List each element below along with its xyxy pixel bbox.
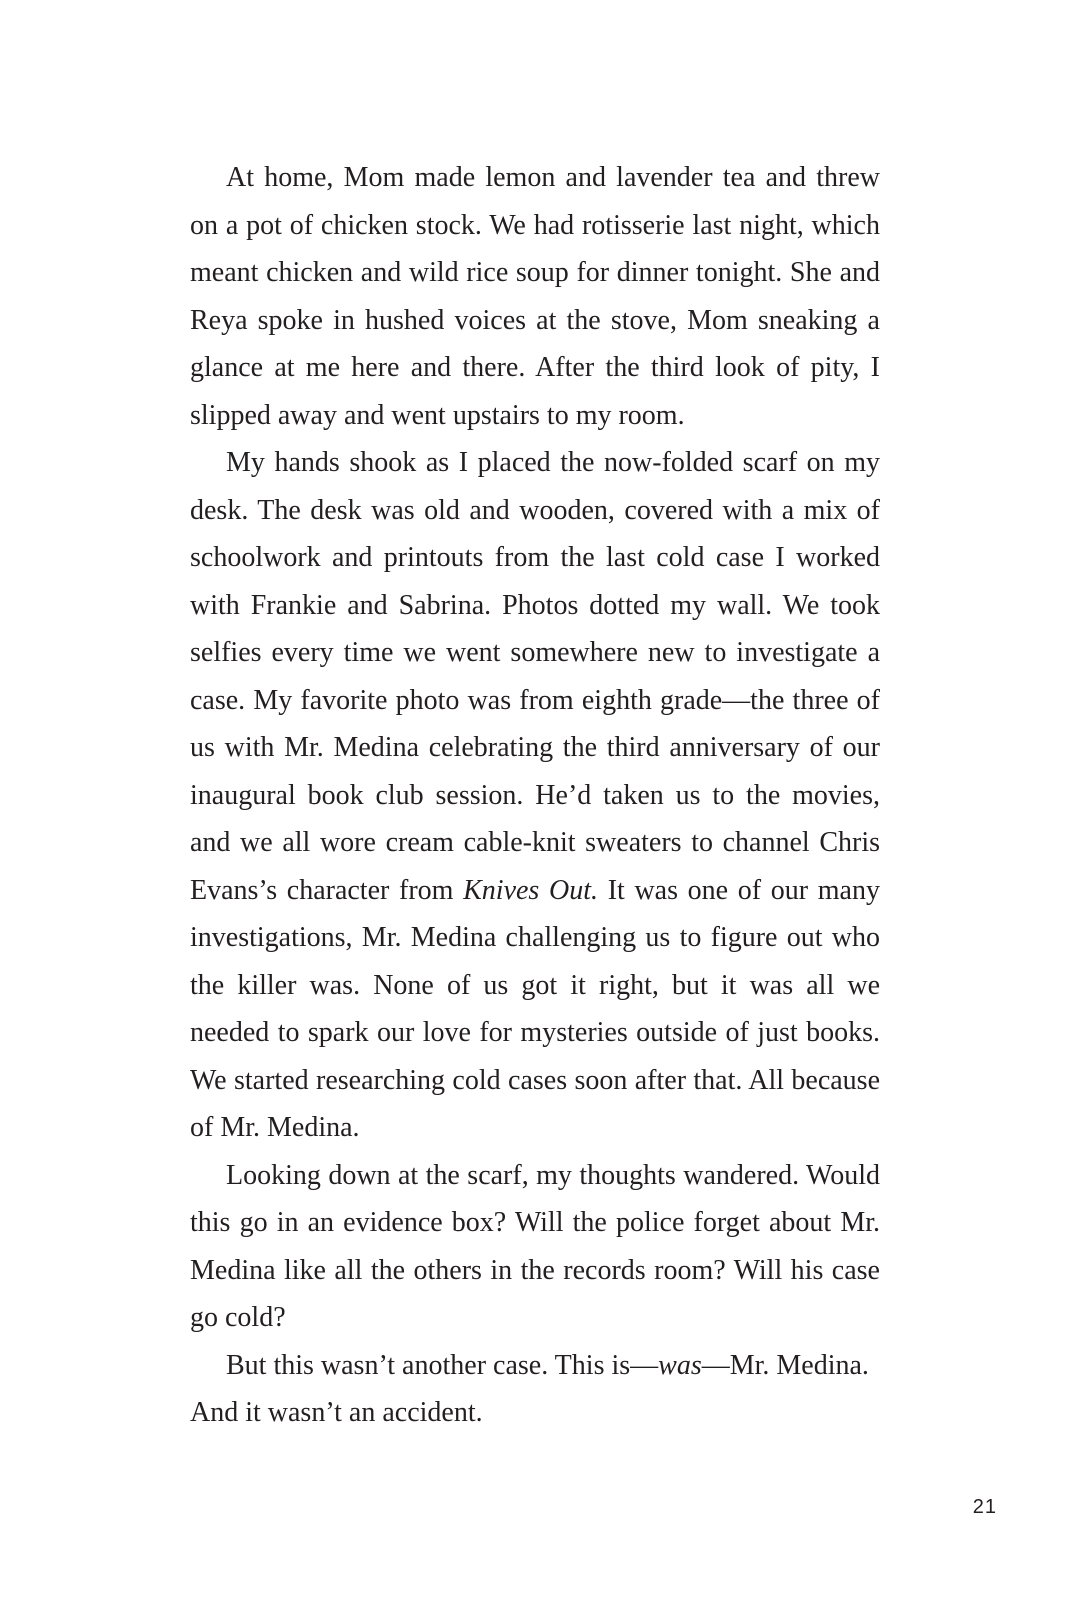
paragraph-4-text-b: —Mr. Medina. [701,1349,869,1381]
paragraph-4 [190,1342,880,1390]
paragraph-2-text-a: My hands shook as I placed the now-folded scarf on my desk. The desk was old and wooden, covered with a mix of schoolwork and printouts from the last cold case I worked with Frankie and Sabrina. Photos dotted my wall. We took selfies every time we went somewhere new to investigate a case. My favorite photo was from eighth grade—the three of us with Mr. Medina celebrating the third anniversary of our inaugural book club session. He’d taken us to the movies, and we all wore cream cable-knit sweaters to channel Chris Evans’s character from [190,447,880,906]
body-text [190,154,880,1437]
page-number: 21 [972,1496,997,1518]
paragraph-1: At home, Mom made lemon and lavender tea and threw on a pot of chicken stock. We had rotisserie last night, which meant chicken and wild rice soup for dinner tonight. She and Reya spoke in hushed voices at the stove, Mom sneaking a glance at me here and there. After the third look of pity, I slipped away and went upstairs to my room. [190,162,880,431]
paragraph-3: Looking down at the scarf, my thoughts wandered. Would this go in an evidence box? Will the police forget about Mr. Medina like all the others in the records room? Will his case go cold? [190,1159,880,1333]
paragraph-5: And it wasn’t an accident. [190,1397,483,1428]
paragraph-2-text-b: It was one of our many investigations, Mr. Medina challenging us to figure out who the killer was. None of us got it right, but it was all we needed to spark our love for mysteries outside of just books. We started researching cold cases soon after that. All because of Mr. Medina. [190,874,880,1143]
emphasis-was: was [658,1349,702,1381]
paragraph-2 [190,439,880,1152]
film-title: Knives Out. [463,874,599,906]
paragraph-4-text-a: But this wasn’t another case. This is— [226,1349,659,1381]
